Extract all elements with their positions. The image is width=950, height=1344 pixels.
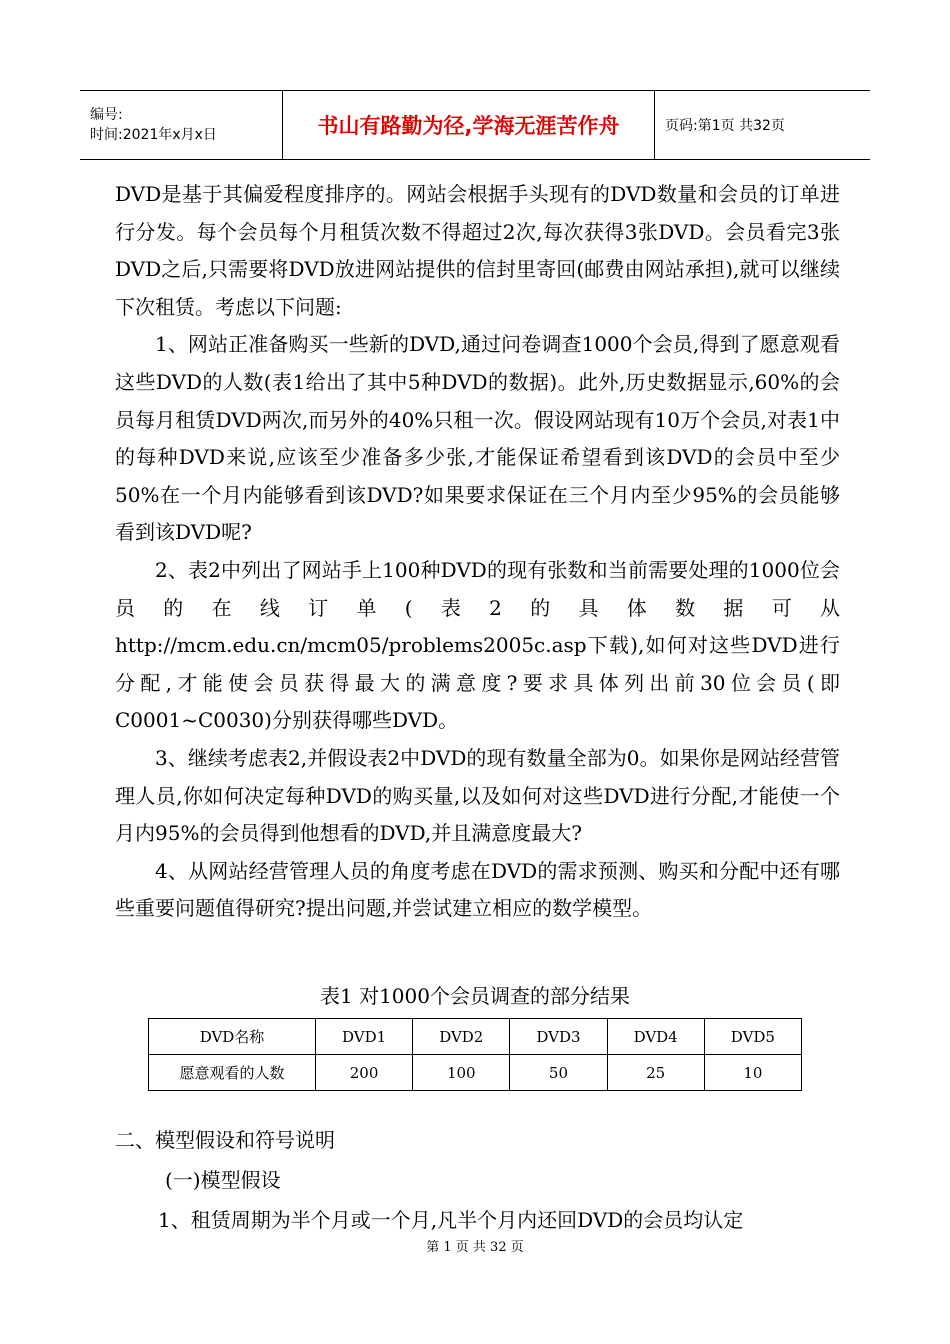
header-page-number: 页码:第1页 共32页 — [665, 118, 785, 134]
table-caption: 表1 对1000个会员调查的部分结果 — [320, 984, 630, 1008]
table-cell: 10 — [704, 1055, 801, 1091]
page-footer: 第 1 页 共 32 页 — [426, 1240, 524, 1255]
date-label: 时间:2021年x月x日 — [90, 127, 217, 143]
table-cell: DVD5 — [704, 1019, 801, 1055]
table-cell: DVD2 — [413, 1019, 510, 1055]
table-row — [149, 1055, 802, 1091]
table-cell: 50 — [510, 1055, 607, 1091]
table-cell: DVD3 — [510, 1019, 607, 1055]
table-cell: 100 — [413, 1055, 510, 1091]
number-label: 编号: — [90, 107, 123, 123]
table-cell: 200 — [316, 1055, 413, 1091]
table-cell: 25 — [607, 1055, 704, 1091]
header-left — [80, 91, 282, 159]
survey-table — [148, 1018, 802, 1091]
question-4: 4、从网站经营管理人员的角度考虑在DVD的需求预测、购买和分配中还有哪些重要问题值得研究?提出问题,并尝试建立相应的数学模型。 — [115, 858, 840, 921]
question-1: 1、网站正准备购买一些新的DVD,通过问卷调查1000个会员,得到了愿意观看这些DVD的人数(表1给出了其中5种DVD的数据)。此外,历史数据显示,60%的会员每月租赁DVD两次,而另外的40%只租一次。假设网站现有10万个会员,对表1中的每种DVD来说,应该至少准备多少张,才能保证希望看到该DVD的会员中至少50%在一个月内能够看到该DVD?如果要求保证在三个月内至少95%的会员能够看到该DVD呢? — [115, 332, 840, 545]
page-header — [80, 90, 870, 160]
table-header-row — [149, 1019, 802, 1055]
subsection-title: (一)模型假设 — [165, 1168, 281, 1192]
question-2: 2、表2中列出了网站手上100种DVD的现有张数和当前需要处理的1000位会员的在线订单(表2的具体数据可从http://mcm.edu.cn/mcm05/problems2005c.asp下载),如何对这些DVD进行分配,才能使会员获得最大的满意度?要求具体列出前30位会员(即C0001~C0030)分别获得哪些DVD。 — [115, 557, 840, 733]
document-body — [115, 176, 840, 928]
table-cell: DVD名称 — [149, 1019, 316, 1055]
header-motto: 书山有路勤为径,学海无涯苦作舟 — [282, 91, 655, 159]
question-3: 3、继续考虑表2,并假设表2中DVD的现有数量全部为0。如果你是网站经营管理人员,你如何决定每种DVD的购买量,以及如何对这些DVD进行分配,才能使一个月内95%的会员得到他想看的DVD,并且满意度最大? — [115, 745, 840, 846]
intro-paragraph: DVD是基于其偏爱程度排序的。网站会根据手头现有的DVD数量和会员的订单进行分发。每个会员每个月租赁次数不得超过2次,每次获得3张DVD。会员看完3张DVD之后,只需要将DVD放进网站提供的信封里寄回(邮费由网站承担),就可以继续下次租赁。考虑以下问题: — [115, 182, 840, 319]
section-title: 二、模型假设和符号说明 — [115, 1128, 335, 1152]
table-cell: 愿意观看的人数 — [149, 1055, 316, 1091]
table-cell: DVD4 — [607, 1019, 704, 1055]
assumption-item-1: 1、租赁周期为半个月或一个月,凡半个月内还回DVD的会员均认定 — [158, 1208, 744, 1232]
table-cell: DVD1 — [316, 1019, 413, 1055]
